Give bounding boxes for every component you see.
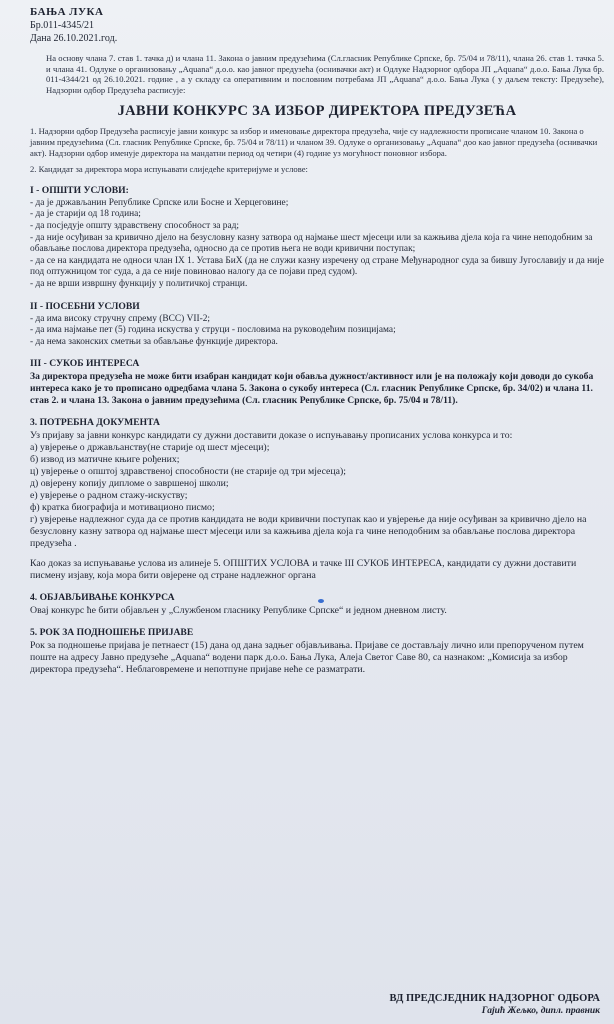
- list-item: г) увјерење надлежног суда да се против кандидата не води кривични поступак као и увјерење да није осуђиван за кривично дјело на безусловну казну затвора од најмање шест мјесеци или за кажњива дјела која га чине неподобним за обављање послова директора предузећа .: [30, 514, 587, 550]
- list-item: - да нема законских сметњи за обављање функције директора.: [30, 336, 278, 347]
- section-general-conditions-list: [30, 198, 604, 291]
- paragraph-2: 2. Кандидат за директора мора испуњавати слиједеће критеријуме и услове:: [30, 164, 308, 175]
- section-documents-intro: Уз пријаву за јавни конкурс кандидати су дужни доставити доказе о испуњавању прописаних услова конкурса и то:: [30, 430, 513, 442]
- section-deadline-title: 5. РОК ЗА ПОДНОШЕЊЕ ПРИЈАВЕ: [30, 627, 194, 639]
- header-city: БАЊА ЛУКА: [30, 6, 104, 18]
- section-conflict-of-interest-title: III - СУКОБ ИНТЕРЕСА: [30, 358, 140, 370]
- section-documents-list: [30, 442, 604, 550]
- list-item: - да се на кандидата не односи члан IX 1. Устава БиХ (да не служи казну изречену од стране Међународног суда за бившу Југославију и да није под оптужницом тог суда, а да се није повиновао налогу да се појави пред судом).: [30, 255, 604, 278]
- list-item: ц) увјерење о општој здравственој способности (не старије од три мјесеца);: [30, 466, 346, 478]
- list-item: е) увјерење о радном стажу-искуству;: [30, 490, 188, 502]
- signature-block: [390, 993, 600, 1016]
- list-item: а) увјерење о држављанству(не старије од шест мјесеци);: [30, 442, 270, 454]
- paragraph-1: 1. Надзорни одбор Предузећа расписује јавни конкурс за избор и именовање директора предузећа, чије су надлежности прописане чланом 10. Закона о јавним предузећима (Сл. гласник Републике Српске, бр. 75/04 и 78/11) и чланом 39. Одлуке о организовању „Aquana“ доо као јавног предузећа (оснивачки акт). Надзорни одбор именује директора на мандатни период од четири (4) године уз могућност поновног избора.: [30, 126, 598, 158]
- signature-title: ВД ПРЕДСЈЕДНИК НАДЗОРНОГ ОДБОРА: [389, 993, 600, 1004]
- list-item: - да је старији од 18 година;: [30, 209, 141, 220]
- section-deadline-text: Рок за подношење пријава је петнаест (15) дана од дана задњег објављивања. Пријаве се достављају лично или препорученом путем поште на адресу Јавно предузеће „Aquana“ водени парк д.о.о. Бања Лука, Алеја Светог Саве 80, са назнаком: „Комисија за избор директора предузећа“. Неблаговремене и непотпуне пријаве неће се разматрати.: [30, 640, 584, 676]
- list-item: - да није осуђиван за кривично дјело на безусловну казну затвора од најмање шест мјесеци или за кажњива дјела која га чине неподобним за обављање послова директора предузећа, односно да се против њега не води кривични поступак;: [30, 232, 593, 255]
- header-number: Бр.011-4345/21: [30, 20, 94, 31]
- list-item: д) овјерену копију дипломе о завршеној школи;: [30, 478, 229, 490]
- section-publication-text: Овај конкурс ће бити објављен у „Службеном гласнику Републике Српске“ и једном дневном листу.: [30, 605, 447, 617]
- section-publication-title: 4. ОБЈАВЉИВАЊЕ КОНКУРСА: [30, 592, 175, 604]
- section-general-conditions-title: I - ОПШТИ УСЛОВИ:: [30, 184, 129, 196]
- list-item: б) извод из матичне књиге рођених;: [30, 454, 180, 466]
- signature-name: Гајић Жељко, дипл. правник: [481, 1006, 600, 1016]
- list-item: - да има високу стручну спрему (ВСС) VII-2;: [30, 313, 211, 324]
- ink-mark: [318, 599, 324, 603]
- intro-paragraph: На основу члана 7. став 1. тачка д) и члана 11. Закона о јавним предузећима (Сл.гласник Републике Српске, бр. 75/04 и 78/11), члана 26. став 1. тачка 5. и члана 41. Одлуке о организовању „Aquana“ д.о.о. као јавног предузећа (оснивачки акт) и Одлуке Надзорног одбора ЈП „Aquana“ д.о.о. Бања Лука бр. 011-4344/21 од 26.10.2021. године , а у складу са оперативним и пословним потребама ЈП „Aquana“ д.о.о. Бања Лука ( у даљем тексту: Предузеће), Надзорни одбор Предузећа расписује:: [46, 53, 604, 95]
- list-item: ф) кратка биографија и мотивационо писмо;: [30, 502, 215, 514]
- section-documents-proof: Као доказ за испуњавање услова из алинеје 5. ОПШТИХ УСЛОВА и тачке III СУКОБ ИНТЕРЕСА, кандидати су дужни доставити писмену изјаву, која мора бити овјерене од стране надлежног органа: [30, 558, 577, 582]
- list-item: - да је држављанин Републике Српске или Босне и Херцеговине;: [30, 197, 289, 208]
- list-item: - да има најмање пет (5) година искуства у струци - пословима на руководећим позицијама;: [30, 325, 396, 336]
- document-title: ЈАВНИ КОНКУРС ЗА ИЗБОР ДИРЕКТОРА ПРЕДУЗЕЋА: [117, 103, 517, 120]
- section-special-conditions-title: II - ПОСЕБНИ УСЛОВИ: [30, 300, 140, 312]
- header-date: Дана 26.10.2021.год.: [30, 33, 118, 44]
- list-item: - да посједује општу здравствену способност за рад;: [30, 220, 240, 231]
- list-item: - да не врши извршну функцију у политичкој странци.: [30, 278, 248, 289]
- section-documents-title: 3. ПОТРЕБНА ДОКУМЕНТА: [30, 417, 160, 429]
- section-conflict-of-interest-text: За директора предузећа не може бити изабран кандидат који обавља дужност/активност или је на положају који доводи до сукоба интереса како је то прописано одредбама члана 5. Закона о сукобу интереса (Сл. гласник Републике Српске, бр. 34/02) и члана 11. став 2. и члана 13. Закона о јавним предузећима (Сл. гласник Републике Српске, бр. 75/04 и 78/11).: [30, 371, 594, 407]
- section-special-conditions-list: [30, 314, 604, 349]
- document-header: [30, 6, 604, 45]
